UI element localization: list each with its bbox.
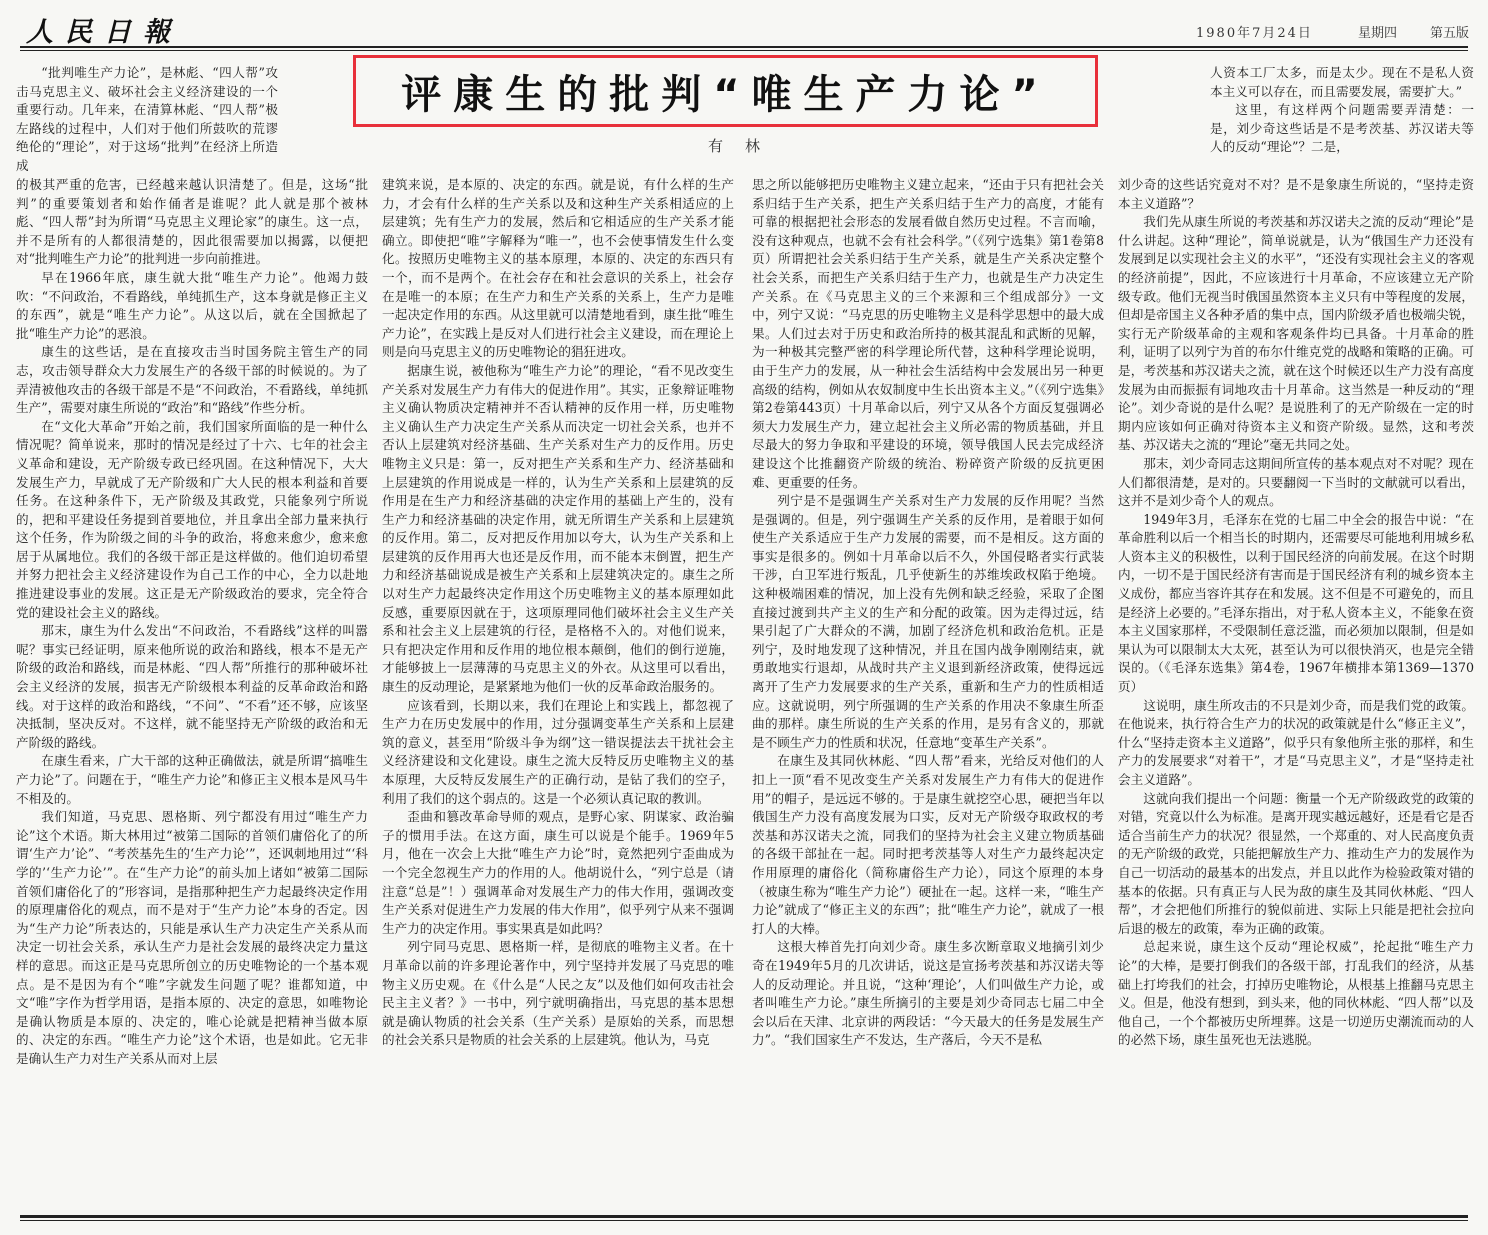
paragraph: 人资本工厂太多，而是太少。现在不是私人资本主义可以存在，而且需要发展，需要扩大。”	[1210, 65, 1474, 99]
paragraph: 据康生说，被他称为“唯生产力论”的理论，“看不见改变生产关系对发展生产力有伟大的促进作用”。其实，正象辩证唯物主义确认物质决定精神并不否认精神的反作用一样，历史唯物主义确认生产力决定生产关系从而决定一切社会关系，也并不否认上层建筑对经济基础、生产关系对生产力的反作用。历史唯物主义只是：第一，反对把生产关系和生产力、经济基础和上层建筑的作用说成是一样的，认为生产关系和上层建筑的反作用是在生产力和经济基础的决定作用的基础上产生的，没有生产力和经济基础的决定作用，就无所谓生产关系和上层建筑的反作用。第二，反对把反作用加以夸大，认为生产关系和上层建筑的反作用再大也还是反作用，而不能本末倒置，把生产力和经济基础说成是被生产关系和上层建筑决定的。康生之所以对生产力起最终决定作用这个历史唯物主义的基本原理如此反感，重要原因就在于，这项原理同他们破坏社会主义生产关系和社会主义上层建筑的行径，是格格不入的。对他们说来，只有把决定作用和反作用的地位根本颠倒，他们的倒行逆施，才能够披上一层薄薄的马克思主义的外衣。从这里可以看出，康生的反动理论，是紧紧地为他们一伙的反革命政治服务的。	[382, 362, 734, 695]
masthead-rule-thin	[20, 50, 1468, 51]
paragraph: “批判唯生产力论”，是林彪、“四人帮”攻击马克思主义、破坏社会主义经济建设的一个重要行动。几年来，在清算林彪、“四人帮”极左路线的过程中，人们对于他们所鼓吹的荒谬绝伦的“理论”，对于这场“批判”在经济上所造成	[16, 65, 278, 173]
issue-weekday: 星期四	[1358, 26, 1398, 41]
paragraph: 列宁是不是强调生产关系对生产力发展的反作用呢？当然是强调的。但是，列宁强调生产关系的反作用，是着眼于如何使生产关系适应于生产力发展的需要，而不是相反。这方面的事实是很多的。例如十月革命以后不久，外国侵略者实行武装干涉，白卫军进行叛乱，几乎使新生的苏维埃政权陷于绝境。这种极端困难的情况，加上没有先例和缺乏经验，采取了企图直接过渡到共产主义的生产和分配的政策。因为走得过远，结果引起了广大群众的不满，加剧了经济危机和政治危机。正是列宁，及时地发现了这种情况，并且在国内战争刚刚结束，就勇敢地实行退却，从战时共产主义退到新经济政策，使得远远离开了生产力发展要求的生产关系，重新和生产力的性质相适应。这就说明，列宁所强调的生产关系的作用决不象康生所歪曲的那样。康生所说的生产关系的作用，是另有含义的，那就是不顾生产力的性质和状况，任意地“变革生产关系”。	[752, 493, 1104, 750]
paragraph: 早在1966年底，康生就大批“唯生产力论”。他竭力鼓吹：“不问政治，不看路线，单纯抓生产，这本身就是修正主义的东西”，就是“唯生产力论”。从这以后，就在全国掀起了批“唯生产力论”的恶浪。	[16, 269, 368, 341]
paragraph: 康生的这些话，是在直接攻击当时国务院主管生产的同志，攻击领导群众大力发展生产的各级干部的时候说的。为了弄清被他攻击的各级干部是不是“不问政治，不看路线，单纯抓生产”，需要对康生所说的“政治”和“路线”作些分析。	[16, 344, 368, 416]
issue-date: 1980年7月24日	[1196, 26, 1313, 41]
paragraph: 刘少奇的这些话究竟对不对？是不是象康生所说的，“坚持走资本主义道路”？	[1118, 177, 1474, 211]
paragraph: 这就向我们提出一个问题：衡量一个无产阶级政党的政策的对错，究竟以什么为标准。是离开现实越远越好，还是看它是否适合当前生产力的状况？很显然，一个郑重的、对人民高度负责的无产阶级的政党，只能把解放生产力、推动生产力的发展作为自己一切活动的最基本的出发点，并且以此作为检验政策对错的基本的依据。只有真正与人民为敌的康生及其同伙林彪、“四人帮”，才会把他们所推行的貌似前进、实际上只能是把社会拉向后退的极左的政策，奉为正确的政策。	[1118, 790, 1474, 936]
paragraph: 歪曲和篡改革命导师的观点，是野心家、阴谋家、政治骗子的惯用手法。在这方面，康生可以说是个能手。1969年5月，他在一次会上大批“唯生产力论”时，竟然把列宁歪曲成为一个完全忽视生产力的作用的人。他胡说什么，“列宁总是（请注意“总是”！）强调革命对发展生产力的伟大作用，强调改变生产关系对促进生产力发展的伟大作用”，似乎列宁从来不强调生产力的决定作用。事实果真是如此吗？	[382, 809, 734, 936]
bottom-rule	[20, 1215, 1468, 1218]
paragraph: 1949年3月，毛泽东在党的七届二中全会的报告中说：“在革命胜利以后一个相当长的时期内，还需要尽可能地利用城乡私人资本主义的积极性，以利于国民经济的向前发展。在这个时期内，一切不是于国民经济有害而是于国民经济有利的城乡资本主义成份，都应当容许其存在和发展。这不但是不可避免的，而且是经济上必要的。”毛泽东指出，对于私人资本主义，不能象在资本主义国家那样，不受限制任意泛滥，而必须加以限制，但是如果认为可以限制太大太死，甚至认为可以很快消灭，也是完全错误的。（《毛泽东选集》第4卷，1967年横排本第1369—1370页）	[1118, 511, 1474, 695]
paragraph: 思之所以能够把历史唯物主义建立起来，“还由于只有把社会关系归结于生产关系，把生产关系归结于生产力的高度，才能有可靠的根据把社会形态的发展看做自然历史过程。不言而喻，没有这种观点，也就不会有社会科学。”（《列宁选集》第1卷第8页）所谓把社会关系归结于生产关系，就是生产关系决定整个社会关系，而把生产关系归结于生产力，也就是生产力决定生产关系。在《马克思主义的三个来源和三个组成部分》一文中，列宁又说：“马克思的历史唯物主义是科学思想中的最大成果。人们过去对于历史和政治所持的极其混乱和武断的见解，为一种极其完整严密的科学理论所代替，这种科学理论说明，由于生产力的发展，从一种社会生活结构中会发展出另一种更高级的结构，例如从农奴制度中生长出资本主义。”（《列宁选集》第2卷第443页）十月革命以后，列宁又从各个方面反复强调必须大力发展生产力，建立起社会主义所必需的物质基础，并且尽最大的努力争取和平建设的环境，领导俄国人民去完成经济建设这个比推翻资产阶级的统治、粉碎资产阶级的反抗更困难、更重要的任务。	[752, 177, 1104, 490]
paragraph: 建筑来说，是本原的、决定的东西。就是说，有什么样的生产力，才会有什么样的生产关系以及和这种生产关系相适应的上层建筑；先有生产力的发展，然后和它相适应的生产关系才能确立。即使把“唯”字解释为“唯一”，也不会使事情发生什么变化。按照历史唯物主义的基本原理，本原的、决定的东西只有一个，而不是两个。在社会存在和社会意识的关系上，社会存在是唯一的本原；在生产力和生产关系的关系上，生产力是唯一起决定作用的东西。从这里就可以清楚地看到，康生批“唯生产力论”，在实践上是反对人们进行社会主义建设，而在理论上则是向马克思主义的历史唯物论的猖狂进攻。	[382, 177, 734, 360]
paragraph: 总起来说，康生这个反动“理论权威”，抡起批“唯生产力论”的大棒，是要打倒我们的各级干部，打乱我们的经济，从基础上打垮我们的社会，打掉历史唯物论，从根基上推翻马克思主义。但是，他没有想到，到头来，他的同伙林彪、“四人帮”以及他自己，一个个都被历史所埋葬。这是一切逆历史潮流而动的人的必然下场，康生虽死也无法逃脱。	[1118, 939, 1474, 1048]
paragraph: 在康生及其同伙林彪、“四人帮”看来，光给反对他们的人扣上一顶“看不见改变生产关系对发展生产力有伟大的促进作用”的帽子，是远远不够的。于是康生就挖空心思，硬把当年以俄国生产力没有高度发展为口实，反对无产阶级夺取政权的考茨基和苏汉诺夫之流，同我们的坚持为社会主义建立物质基础的各级干部扯在一起。同时把考茨基等人对生产力最终起决定作用原理的庸俗化（简称庸俗生产力论），同这个原理的本身（被康生称为“唯生产力论”）硬扯在一起。这样一来，“唯生产力论”就成了“修正主义的东西”；批“唯生产力论”，就成了一根打人的大棒。	[752, 753, 1104, 936]
paragraph: 那末，康生为什么发出“不问政治，不看路线”这样的叫嚣呢？事实已经证明，原来他所说的政治和路线，根本不是无产阶级的政治和路线，而是林彪、“四人帮”所推行的那种破坏社会主义经济的发展，损害无产阶级根本利益的反革命政治和路线。对于这样的政治和路线，“不问”、“不看”还不够，应该坚决抵制，坚决反对。不这样，就不能坚持无产阶级的政治和无产阶级的路线。	[16, 623, 368, 750]
column-2	[382, 176, 734, 1212]
article-author: 有林	[707, 137, 782, 155]
paragraph: 我们知道，马克思、恩格斯、列宁都没有用过“唯生产力论”这个术语。斯大林用过“被第二国际的首领们庸俗化了的所谓‘生产力’论”、“考茨基先生的‘生产力论’”，还讽刺地用过“‘科学的’‘生产力论’”。在“生产力论”的前头加上诸如“被第二国际首领们庸俗化了的”形容词，是指那种把生产力起最终决定作用的原理庸俗化的观点，而不是对于“生产力论”本身的否定。因为“生产力论”所表达的，只能是承认生产力决定生产关系从而决定一切社会关系，承认生产力是社会发展的最终决定力量这样的意思。而这正是马克思所创立的历史唯物论的一个基本观点。是不是因为有个“唯”字就发生问题了呢？谁都知道，中文“唯”字作为哲学用语，是指本原的、决定的意思，如唯物论是确认物质是本原的、决定的，唯心论就是把精神当做本原的、决定的东西。“唯生产力论”这个术语，也是如此。它无非是确认生产力对生产关系从而对上层	[16, 809, 368, 1066]
paragraph: 在康生看来，广大干部的这种正确做法，就是所谓“搞唯生产力论”了。问题在于，“唯生产力论”和修正主义根本是风马牛不相及的。	[16, 753, 368, 806]
bottom-rule-thin	[20, 1220, 1468, 1221]
paragraph: 那末，刘少奇同志这期间所宣传的基本观点对不对呢？现在人们都很清楚，是对的。只要翻阅一下当时的文献就可以看出，这并不是刘少奇个人的观点。	[1118, 455, 1474, 509]
page-number: 第五版	[1430, 26, 1470, 41]
column-4-top	[1210, 64, 1474, 176]
paragraph: 这根大棒首先打向刘少奇。康生多次断章取义地摘引刘少奇在1949年5月的几次讲话，说这是宣扬考茨基和苏汉诺夫等人的反动理论。并且说，“这种‘理论’，人们叫做生产力论，或者叫唯生产力论。”康生所摘引的主要是刘少奇同志七届二中全会以后在天津、北京讲的两段话：“今天最大的任务是发展生产力”。“我们国家生产不发达，生产落后，今天不是私	[752, 939, 1104, 1048]
paragraph: 在“文化大革命”开始之前，我们国家所面临的是一种什么情况呢？简单说来，那时的情况是经过了十六、七年的社会主义革命和建设，无产阶级专政已经巩固。在这种情况下，大大发展生产力，早就成了无产阶级和广大人民的根本利益和首要任务。在这种条件下，无产阶级及其政党，只能象列宁所说的，把和平建设任务提到首要地位，并且拿出全部力量来执行这个任务，作为阶级之间的斗争的政治，将愈来愈少，愈来愈居于从属地位。我们的各级干部正是这样做的。他们迫切希望并努力把社会主义经济建设作为自己工作的中心，全力以赴地推进建设事业的发展。这正是无产阶级政治的要求，完全符合党的建设社会主义的路线。	[16, 418, 368, 620]
paragraph: 的极其严重的危害，已经越来越认识清楚了。但是，这场“批判”的重要策划者和始作俑者是谁呢？此人就是那个被林彪、“四人帮”封为所谓“马克思主义理论家”的康生。这一点，并不是所有的人都很清楚的，因此很需要加以揭露，以便把对“批判唯生产力论”的批判进一步向前推进。	[16, 177, 368, 267]
column-1-top	[16, 64, 278, 176]
article-headline: 评康生的批判“唯生产力论”	[401, 71, 1050, 118]
paragraph: 应该看到，长期以来，我们在理论上和实践上，都忽视了生产力在历史发展中的作用，过分强调变革生产关系和上层建筑的意义，甚至用“阶级斗争为纲”这一错误提法去干扰社会主义经济建设和文化建设。康生之流大反特反历史唯物主义的基本原理，大反特反发展生产的正确行动，是钻了我们的空子，利用了我们的这个弱点的。这是一个必须认真记取的教训。	[382, 697, 734, 806]
paragraph: 这里，有这样两个问题需要弄清楚：一是，刘少奇这些话是不是考茨基、苏汉诺夫等人的反动“理论”？二是，	[1210, 102, 1474, 155]
newspaper-logo: 人民日報	[26, 17, 182, 48]
masthead	[0, 0, 1488, 50]
column-4	[1118, 176, 1474, 1212]
column-1	[16, 176, 368, 1212]
paragraph: 我们先从康生所说的考茨基和苏汉诺夫之流的反动“理论”是什么讲起。这种“理论”，简单说就是，认为“俄国生产力还没有发展到足以实现社会主义的水平”，“还没有实现社会主义的客观的经济前提”，因此，不应该进行十月革命，不应该建立无产阶级专政。他们无视当时俄国虽然资本主义只有中等程度的发展，但却是帝国主义各种矛盾的集中点，国内阶级矛盾也极端尖锐，实行无产阶级革命的主观和客观条件均已具备。十月革命的胜利，证明了以列宁为首的布尔什维克党的战略和策略的正确。可是，考茨基和苏汉诺夫之流，就在这个时候还以生产力没有高度发展为由而振振有词地攻击十月革命。这当然是一种反动的“理论”。刘少奇说的是什么呢？是说胜利了的无产阶级在一定的时期内应该如何正确对待资本主义和资产阶级。显然，这和考茨基、苏汉诺夫之流的“理论”毫无共同之处。	[1118, 214, 1474, 453]
column-3	[752, 176, 1104, 1212]
paragraph: 列宁同马克思、恩格斯一样，是彻底的唯物主义者。在十月革命以前的许多理论著作中，列宁坚持并发展了马克思的唯物主义历史观。在《什么是“人民之友”以及他们如何攻击社会民主主义者？》一书中，列宁就明确指出，马克思的基本思想就是确认物质的社会关系（生产关系）是原始的关系，而思想的社会关系只是物质的社会关系的上层建筑。他认为，马克	[382, 939, 734, 1048]
headline-box	[353, 55, 1098, 127]
masthead-rule	[20, 46, 1468, 48]
paragraph: 这说明，康生所攻击的不只是刘少奇，而是我们党的政策。在他说来，执行符合生产力的状况的政策就是什么“修正主义”，什么“坚持走资本主义道路”，似乎只有象他所主张的那样，和生产力的发展要求“对着干”，才是“马克思主义”，才是“坚持走社会主义道路”。	[1118, 697, 1474, 787]
